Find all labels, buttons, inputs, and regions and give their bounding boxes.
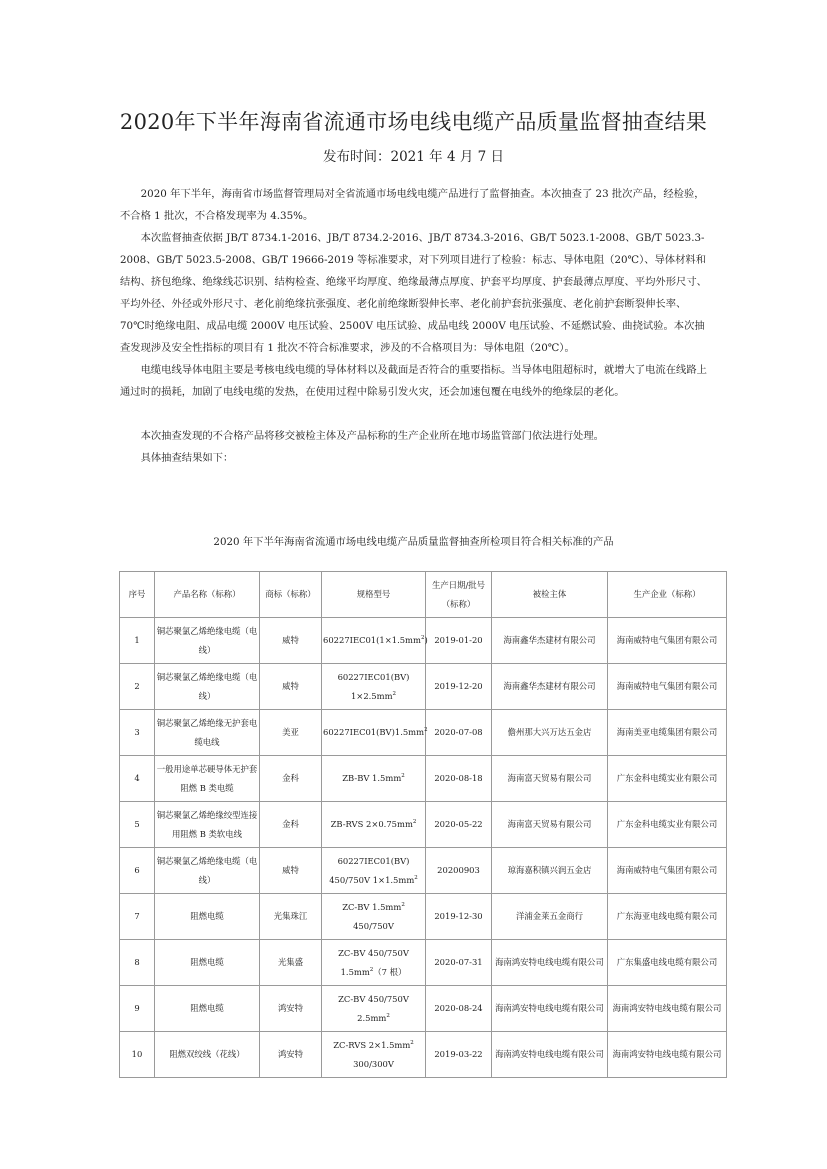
cell-no: 9 (120, 986, 155, 1032)
spec-text: ZC-BV 1.5mm (342, 901, 402, 912)
cell-name: 铜芯聚氯乙烯绝缘绞型连接用阻燃 B 类软电线 (155, 802, 260, 848)
header-spec: 规格型号 (322, 572, 426, 618)
cell-name: 铜芯聚氯乙烯绝缘电缆（电线） (155, 848, 260, 894)
table-row (120, 802, 727, 848)
cell-subject: 儋州那大兴万达五金店 (492, 710, 608, 756)
cell-date: 2020-07-08 (426, 710, 492, 756)
header-brand: 商标（标称） (260, 572, 322, 618)
paragraph-resistance: 电缆电线导体电阻主要是考核电线电缆的导体材料以及截面是否符合的重要指标。当导体电阻超标时，就增大了电流在线路上通过时的损耗，加剧了电线电缆的发热，在使用过程中除易引发火灾，还会加速包覆在电线外的绝缘层的老化。 (120, 364, 707, 398)
spec-text: 60227IEC01(BV)1.5mm (323, 727, 425, 737)
cell-name: 阻燃电缆 (155, 894, 260, 940)
cell-brand: 金科 (260, 756, 322, 802)
cell-date: 2019-12-30 (426, 894, 492, 940)
cell-no: 8 (120, 940, 155, 986)
spec-superscript: 2 (392, 690, 397, 697)
table-row (120, 986, 727, 1032)
publish-date: 发布时间：2021 年 4 月 7 日 (323, 149, 504, 165)
cell-spec (322, 618, 426, 664)
cell-brand: 光集珠江 (260, 894, 322, 940)
header-no: 序号 (120, 572, 155, 618)
cell-spec (322, 1032, 426, 1078)
table-row (120, 710, 727, 756)
results-table (119, 571, 727, 1078)
cell-spec (322, 664, 426, 710)
spec-suffix: ) (424, 635, 428, 645)
spec-suffix: 300/300V (353, 1058, 394, 1069)
cell-no: 2 (120, 664, 155, 710)
spec-suffix: 450/750V (353, 920, 394, 931)
cell-brand: 光集盛 (260, 940, 322, 986)
cell-brand: 威特 (260, 618, 322, 664)
header-subject: 被检主体 (492, 572, 608, 618)
cell-maker: 海南威特电气集团有限公司 (608, 664, 727, 710)
spec-superscript: 2 (369, 966, 374, 973)
spec-text: ZC-BV 450/750V 1.5mm (338, 947, 409, 977)
cell-spec (322, 848, 426, 894)
page-title: 2020年下半年海南省流通市场电线电缆产品质量监督抽查结果 (119, 110, 708, 134)
cell-subject: 海南鑫华杰建材有限公司 (492, 618, 608, 664)
cell-no: 7 (120, 894, 155, 940)
cell-brand: 威特 (260, 664, 322, 710)
cell-spec (322, 940, 426, 986)
cell-maker: 广东集盛电线电缆有限公司 (608, 940, 727, 986)
cell-no: 5 (120, 802, 155, 848)
cell-maker: 海南美亚电缆集团有限公司 (608, 710, 727, 756)
spec-text: 60227IEC01(BV) 1×2.5mm (337, 671, 410, 701)
cell-date: 20200903 (426, 848, 492, 894)
cell-date: 2020-07-31 (426, 940, 492, 986)
cell-no: 3 (120, 710, 155, 756)
cell-subject: 洋浦金莱五金商行 (492, 894, 608, 940)
cell-maker: 海南鸿安特电线电缆有限公司 (608, 1032, 727, 1078)
header-date: 生产日期/批号（标称） (426, 572, 492, 618)
header-name: 产品名称（标称） (155, 572, 260, 618)
table-caption: 2020 年下半年海南省流通市场电线电缆产品质量监督抽查所检项目符合相关标准的产品 (213, 536, 614, 548)
cell-spec (322, 756, 426, 802)
cell-name: 铜芯聚氯乙烯绝缘无护套电缆电线 (155, 710, 260, 756)
cell-date: 2019-01-20 (426, 618, 492, 664)
table-row (120, 848, 727, 894)
cell-maker: 海南鸿安特电线电缆有限公司 (608, 986, 727, 1032)
cell-brand: 威特 (260, 848, 322, 894)
cell-date: 2019-12-20 (426, 664, 492, 710)
spec-superscript: 2 (386, 1012, 390, 1019)
cell-spec (322, 710, 426, 756)
cell-no: 10 (120, 1032, 155, 1078)
table-row (120, 1032, 727, 1078)
cell-maker: 广东金科电缆实业有限公司 (608, 756, 727, 802)
cell-subject: 琼海嘉积镇兴润五金店 (492, 848, 608, 894)
cell-brand: 鸿安特 (260, 986, 322, 1032)
spec-superscript: 2 (401, 901, 405, 908)
article-body (120, 183, 708, 469)
cell-no: 6 (120, 848, 155, 894)
cell-name: 铜芯聚氯乙烯绝缘电缆（电线） (155, 618, 260, 664)
cell-name: 阻燃电缆 (155, 940, 260, 986)
spec-text: 60227IEC01(1×1.5mm (323, 635, 421, 645)
table-body (120, 618, 727, 1078)
cell-spec (322, 802, 426, 848)
header-maker: 生产企业（标称） (608, 572, 727, 618)
cell-maker: 广东海亚电线电缆有限公司 (608, 894, 727, 940)
cell-subject: 海南鸿安特电线电缆有限公司 (492, 1032, 608, 1078)
cell-subject: 海南富天贸易有限公司 (492, 802, 608, 848)
spec-superscript: 2 (401, 773, 405, 780)
cell-date: 2020-05-22 (426, 802, 492, 848)
table-row (120, 618, 727, 664)
cell-subject: 海南富天贸易有限公司 (492, 756, 608, 802)
spec-superscript: 2 (420, 635, 425, 642)
cell-name: 铜芯聚氯乙烯绝缘电缆（电线） (155, 664, 260, 710)
paragraph-results-lead: 具体抽查结果如下： (140, 452, 234, 464)
table-row (120, 756, 727, 802)
cell-name: 阻燃双绞线（花线） (155, 1032, 260, 1078)
cell-date: 2020-08-18 (426, 756, 492, 802)
cell-brand: 美亚 (260, 710, 322, 756)
cell-no: 4 (120, 756, 155, 802)
table-row (120, 894, 727, 940)
cell-maker: 广东金科电缆实业有限公司 (608, 802, 727, 848)
spec-superscript: 2 (414, 874, 418, 881)
paragraph-intro: 2020 年下半年，海南省市场监督管理局对全省流通市场电线电缆产品进行了监督抽查。本次抽查了 23 批次产品，经检验，不合格 1 批次，不合格发现率为 4.35%。 (120, 188, 705, 222)
spec-text: ZB-RVS 2×0.75mm (330, 819, 413, 829)
table-row (120, 940, 727, 986)
spec-text: 60227IEC01(BV) 450/750V 1×1.5mm (329, 855, 415, 885)
cell-maker: 海南威特电气集团有限公司 (608, 618, 727, 664)
cell-name: 阻燃电缆 (155, 986, 260, 1032)
spec-text: ZB-BV 1.5mm (342, 773, 402, 783)
spec-suffix: （7 根） (373, 966, 407, 977)
cell-subject: 海南鸿安特电线电缆有限公司 (492, 940, 608, 986)
cell-subject: 海南鑫华杰建材有限公司 (492, 664, 608, 710)
cell-date: 2019-03-22 (426, 1032, 492, 1078)
spec-text: ZC-BV 450/750V 2.5mm (338, 993, 409, 1023)
paragraph-standards: 本次监督抽查依据 JB/T 8734.1-2016、JB/T 8734.2-2016、JB/T 8734.3-2016、GB/T 5023.1-2008、GB/T 5023.3-2008、GB/T 5023.5-2008、GB/T 19666-2019 等标准要求，对下列项目进行了检验：标志、导体电阻（20℃）、导体材料和结构、挤包绝缘、绝缘线芯识别、结构检查、绝缘平均厚度、绝缘最薄点厚度、护套平均厚度、护套最薄点厚度、平均外形尺寸、平均外径、外径或外形尺寸、老化前绝缘抗张强度、老化前绝缘断裂伸长率、老化前护套抗张强度、老化前护套断裂伸长率、70℃时绝缘电阻、成品电缆 2000V 电压试验、2500V 电压试验、成品电线 2000V 电压试验、不延燃试验、曲挠试验。本次抽查发现涉及安全性指标的项目有 1 批次不符合标准要求，涉及的不合格项目为：导体电阻（20℃）。 (120, 232, 707, 354)
cell-maker: 海南威特电气集团有限公司 (608, 848, 727, 894)
cell-spec (322, 986, 426, 1032)
cell-spec (322, 894, 426, 940)
spec-superscript: 2 (412, 819, 417, 826)
cell-name: 一般用途单芯硬导体无护套阻燃 B 类电缆 (155, 756, 260, 802)
paragraph-handling: 本次抽查发现的不合格产品将移交被检主体及产品标称的生产企业所在地市场监管部门依法进行处理。 (140, 430, 604, 442)
cell-brand: 金科 (260, 802, 322, 848)
cell-subject: 海南鸿安特电线电缆有限公司 (492, 986, 608, 1032)
spec-superscript: 2 (424, 727, 428, 734)
spec-superscript: 2 (410, 1039, 414, 1046)
spec-text: ZC-RVS 2×1.5mm (333, 1039, 411, 1050)
cell-date: 2020-08-24 (426, 986, 492, 1032)
table-header-row (120, 572, 727, 618)
table-row (120, 664, 727, 710)
cell-brand: 鸿安特 (260, 1032, 322, 1078)
cell-no: 1 (120, 618, 155, 664)
